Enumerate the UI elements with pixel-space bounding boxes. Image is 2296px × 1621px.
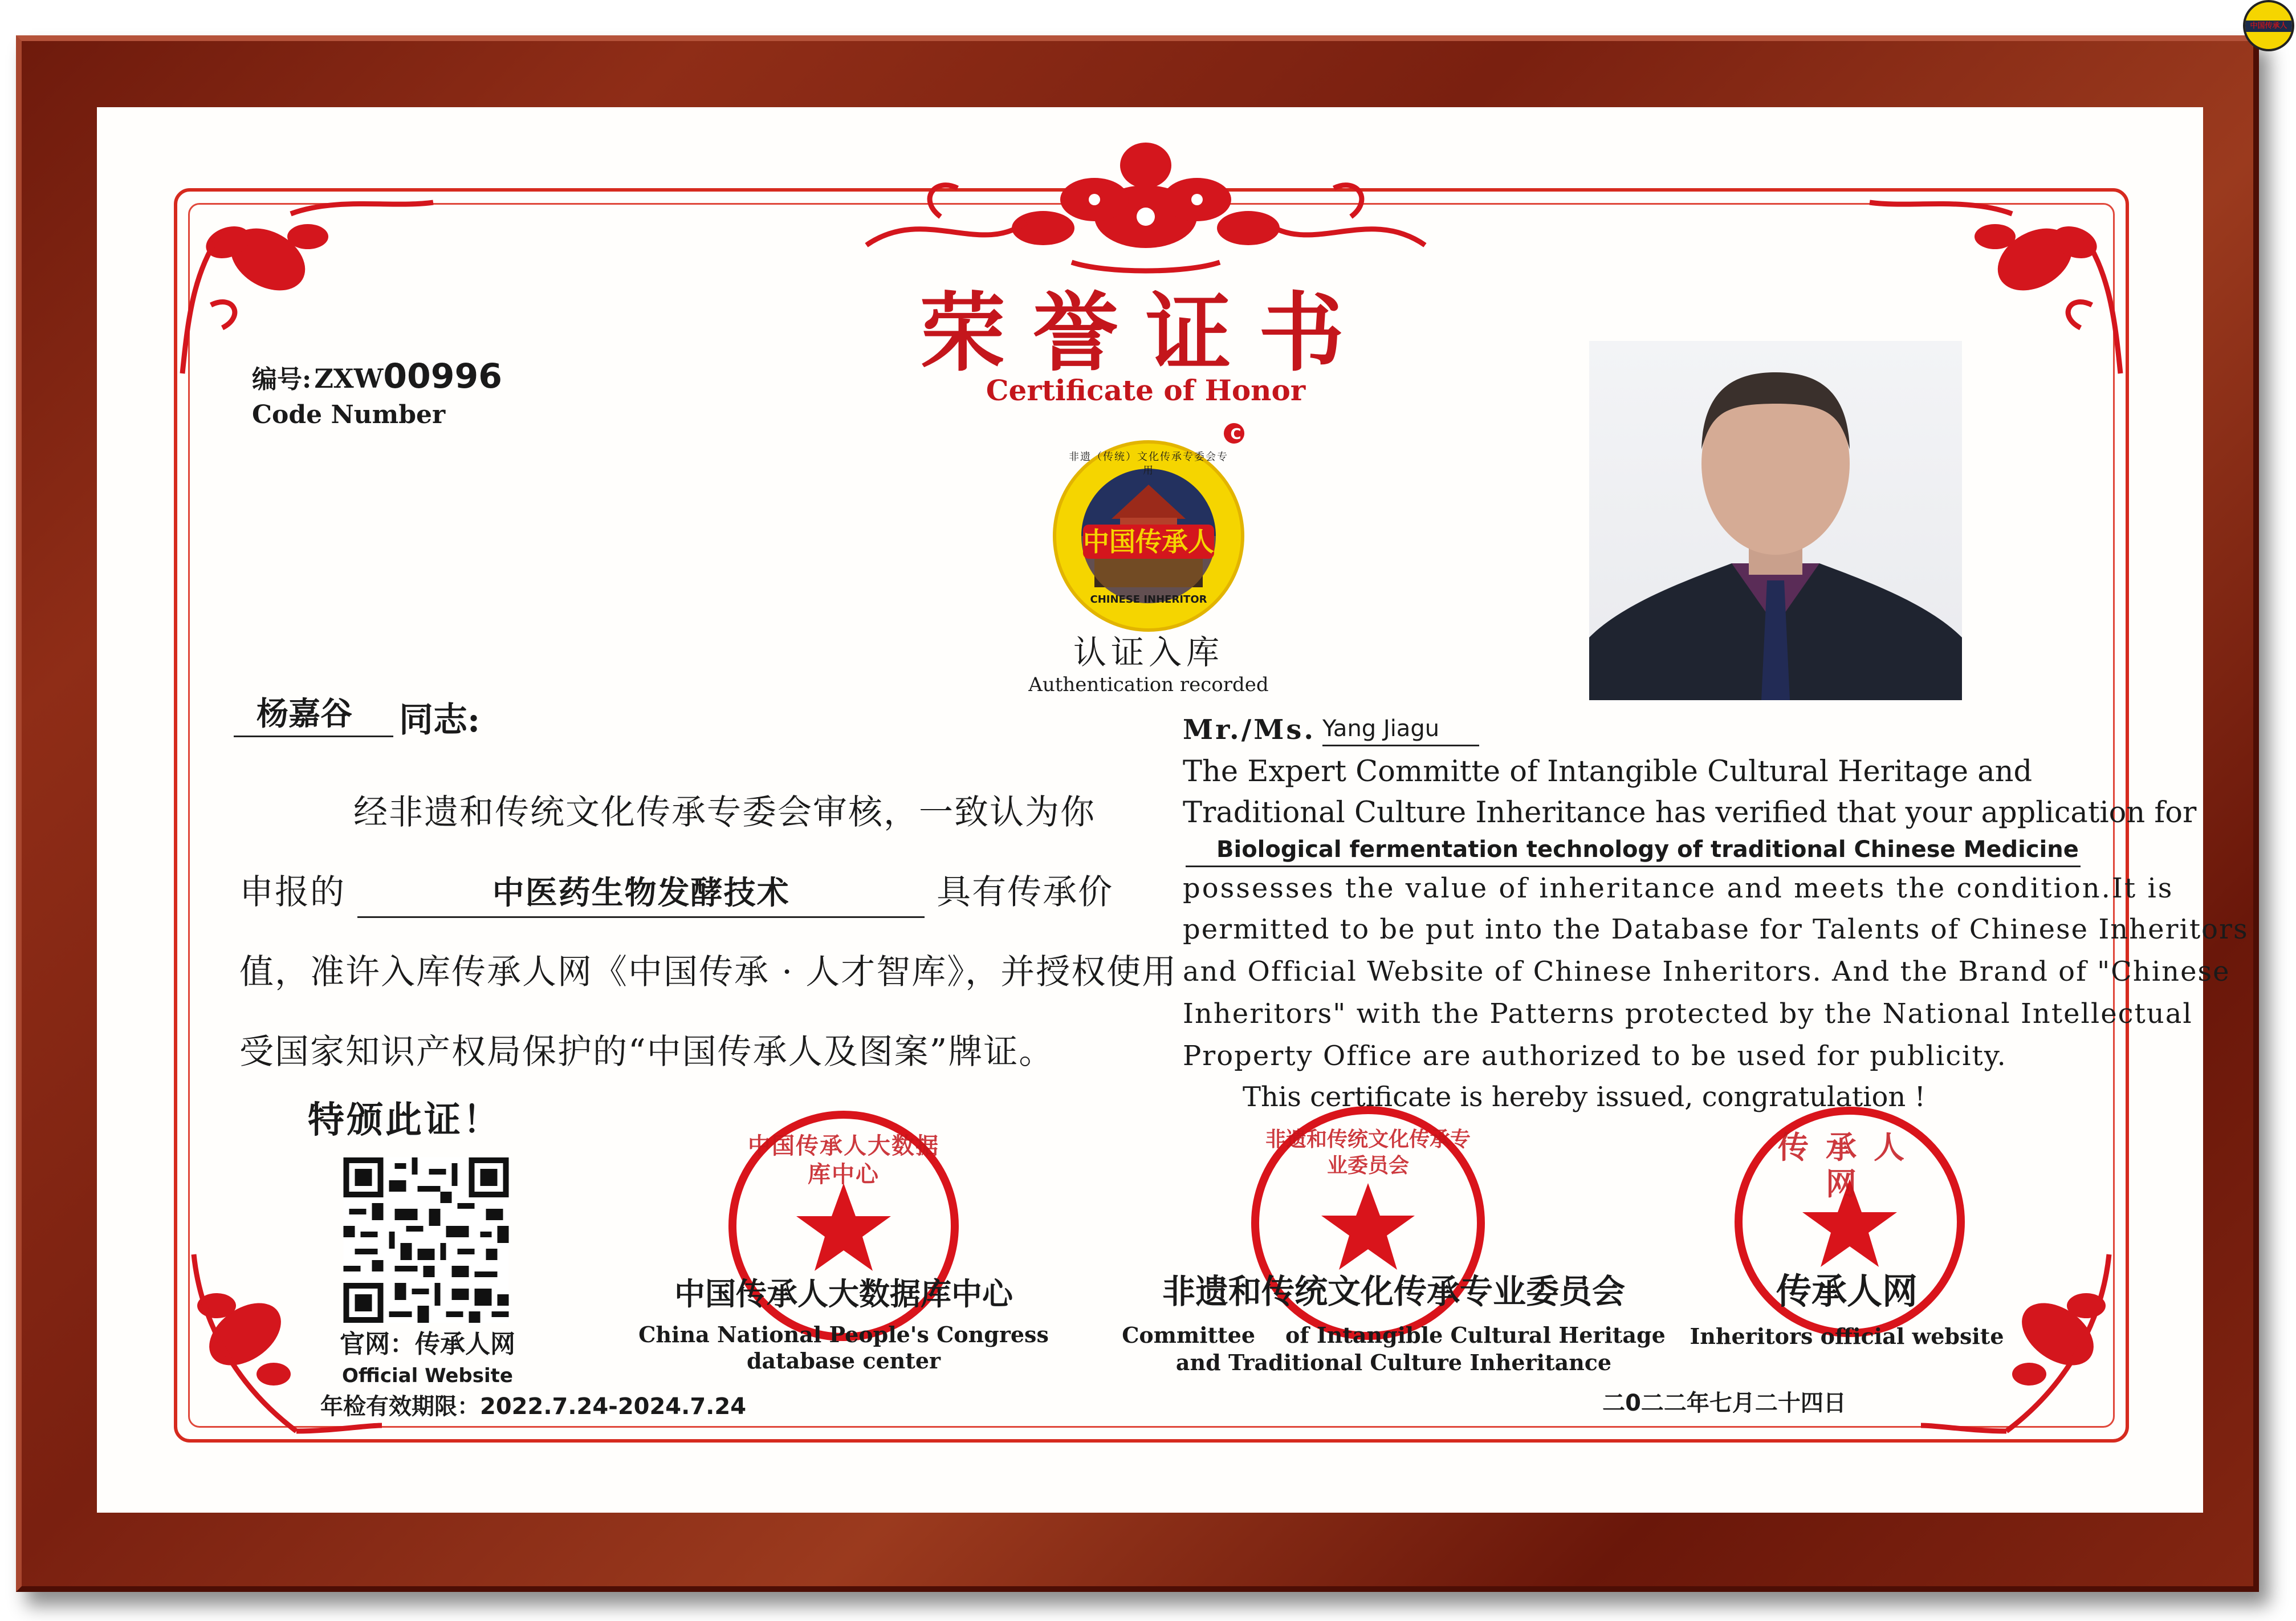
recipient-name-cn: 杨嘉谷: [257, 696, 352, 733]
body-cn-line2-post: 具有传承价: [937, 872, 1114, 912]
certificate-title-en: Certificate of Honor: [986, 373, 1306, 407]
issuer-1-name-en-1: China National People's Congress: [638, 1322, 1049, 1347]
code-label-en: Code Number: [252, 400, 446, 429]
logo-registered-mark: C: [1230, 426, 1241, 443]
body-en-line6: Inheritors" with the Patterns protected by the National Intellectual: [1183, 998, 2193, 1030]
seal-3-text: 传承人网: [1778, 1129, 1922, 1202]
floral-ornament-top-icon: [855, 131, 1436, 279]
qr-caption-cn: 官网：传承人网: [340, 1330, 515, 1359]
issuer-3-name-en-1: Inheritors official website: [1690, 1323, 2004, 1349]
recipient-photo: [1589, 341, 1962, 700]
issuer-3-name-cn: 传承人网: [1776, 1270, 1918, 1312]
recipient-salutation-cn: 同志:: [399, 700, 481, 740]
body-en-line1: The Expert Committe of Intangible Cultural Heritage and: [1183, 755, 2033, 789]
issue-date: 二0二二年七月二十四日: [1602, 1390, 1846, 1416]
qr-code-icon: [342, 1157, 510, 1323]
body-en-line5: and Official Website of Chinese Inheritors. And the Brand of "Chinese: [1183, 956, 2230, 988]
corner-badge-label: 中国传承人: [2245, 21, 2292, 32]
code-value: 00996: [383, 356, 503, 396]
issuer-2-name-en-2: and Traditional Culture Inheritance: [1175, 1350, 1612, 1375]
portrait-icon: [1589, 341, 1962, 700]
corner-badge: [2243, 0, 2294, 51]
body-cn-line3: 值，准许入库传承人网《中国传承 · 人才智库》，并授权使用: [239, 952, 1178, 992]
project-name-en: Biological fermentation technology of traditional Chinese Medicine: [1186, 834, 2081, 867]
qr-caption-en: Official Website: [342, 1364, 513, 1387]
body-cn-line1: 经非遗和传统文化传承专委会审核，一致认为你: [353, 793, 1096, 832]
logo-name: 中国传承人: [1083, 526, 1214, 557]
body-cn-line2: [239, 867, 1113, 918]
body-en-line4: permitted to be put into the Database for Talents of Chinese Inheritors: [1183, 913, 2249, 945]
issuer-1-name-cn: 中国传承人大数据库中心: [674, 1276, 1013, 1312]
recipient-name-en: Yang Jiagu: [1322, 713, 1479, 746]
body-en-closing: This certificate is hereby issued, congratulation !: [1243, 1081, 1925, 1113]
body-en-line2: Traditional Culture Inheritance has verified that your application for: [1183, 796, 2197, 830]
issuer-1-name-en-2: database center: [746, 1348, 941, 1374]
logo-badge-en: CHINESE INHERITOR: [1090, 594, 1207, 606]
code-prefix: ZXW: [314, 363, 384, 394]
body-en-line7: Property Office are authorized to be used for publicity.: [1183, 1040, 2007, 1072]
body-cn-line2-pre: 申报的: [239, 872, 345, 912]
body-cn-line4: 受国家知识产权局保护的“中国传承人及图案”牌证。: [239, 1032, 1055, 1072]
recipient-name-cn-underline: [234, 736, 393, 737]
certificate-title-cn: 荣誉证书: [919, 284, 1371, 383]
body-cn-closing: 特颁此证！: [308, 1099, 502, 1141]
floral-ornament-top-left-icon: [177, 191, 439, 379]
validity-period: 年检有效期限：2022.7.24-2024.7.24: [320, 1394, 747, 1420]
seal-2-text: 非遗和传统文化传承专业委员会: [1265, 1127, 1471, 1177]
code-label-cn: 编号:: [252, 365, 312, 394]
logo-caption-cn: 认证入库: [1073, 633, 1224, 672]
logo-caption-en: Authentication recorded: [1028, 673, 1269, 696]
project-name-cn: 中医药生物发酵技术: [357, 871, 925, 918]
body-en-line3: possesses the value of inheritance and meets the condition.It is: [1183, 872, 2174, 904]
logo-ring-text: 非遗（传统）文化传承专委会专用: [1069, 451, 1228, 477]
issuer-2-name-en-1: Committee of Intangible Cultural Heritage: [1122, 1322, 1666, 1348]
recipient-title-en: Mr./Ms.: [1183, 714, 1316, 746]
issuer-2-name-cn: 非遗和传统文化传承专业委员会: [1162, 1272, 1625, 1311]
seal-1-text: 中国传承人大数据库中心: [748, 1132, 939, 1188]
